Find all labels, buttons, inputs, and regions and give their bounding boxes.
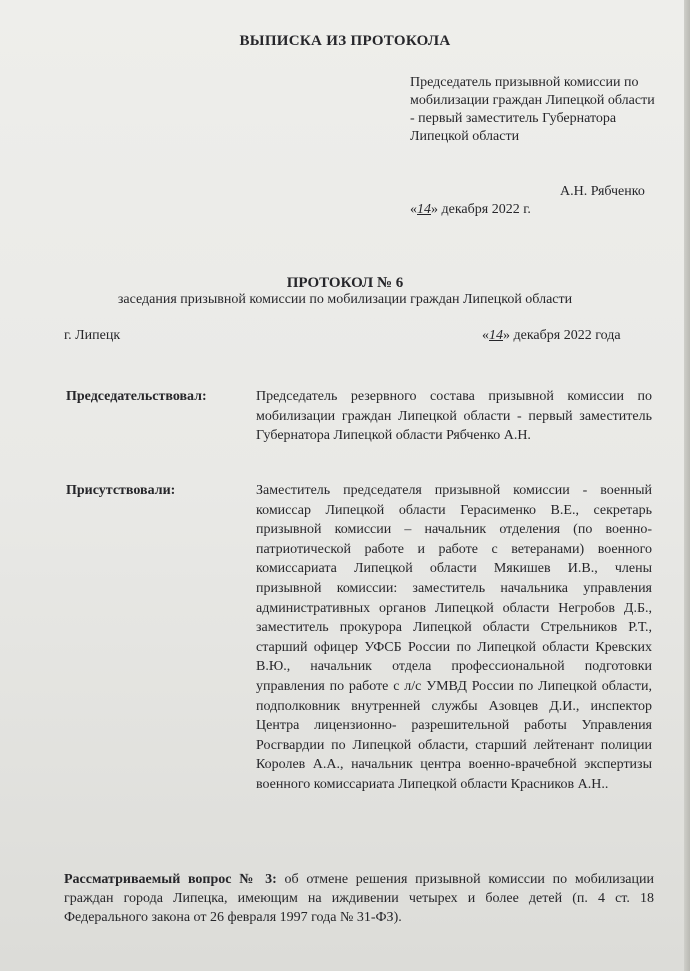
page-edge <box>684 0 690 971</box>
approval-date-open-quote: « <box>410 202 417 217</box>
approval-date-day: 14 <box>417 202 431 217</box>
document-title: ВЫПИСКА ИЗ ПРОТОКОЛА <box>239 33 451 49</box>
protocol-subtitle: заседания призывной комиссии по мобилизации граждан Липецкой области <box>117 292 573 307</box>
question-paragraph <box>64 870 654 927</box>
approval-date-rest: » декабря 2022 г. <box>431 202 531 217</box>
protocol-date-open-quote: « <box>482 328 489 343</box>
question-label: Рассматриваемый вопрос № 3: <box>64 872 277 887</box>
approval-position: Председатель призывной комиссии по мобилизации граждан Липецкой области - первый заместитель Губернатора Липецкой области <box>410 75 655 144</box>
protocol-city: г. Липецк <box>64 328 121 343</box>
question-text: об отмене решения призывной комиссии по мобилизации граждан города Липецка, имеющим на иждивении четырех и более детей (п. 4 ст. 18 Федерального закона от 26 февраля 1997 года № 31-ФЗ). <box>64 872 654 925</box>
approval-date <box>410 202 531 218</box>
present-text: Заместитель председателя призывной комиссии - военный комиссар Липецкой области Герасименко В.Е., секретарь призывной комиссии – начальник отделения (по военно-патриотической работе и работе с ветеранами) военного комиссариата Липецкой области Мякишев И.В., члены призывной комиссии: заместитель начальника управления административных органов Липецкой области Негробов Д.Б., заместитель прокурора Липецкой области Стрельников Р.Т., старший офицер УФСБ России по Липецкой области Кревских В.Ю., начальник отдела профессиональной подготовки управления по работе с л/с УМВД России по Липецкой области, подполковник внутренней службы Азовцев Д.И., инспектор Центра лицензионно- разрешительной работы Управления Росгвардии по Липецкой области, старший лейтенант полиции Королев А.А., начальник центра военно-врачебной экспертизы военного комиссариата Липецкой области Красников А.Н.. <box>256 483 652 792</box>
approval-signer: А.Н. Рябченко <box>560 184 645 199</box>
present-label: Присутствовали: <box>66 483 176 498</box>
protocol-title: ПРОТОКОЛ № 6 <box>286 275 404 291</box>
protocol-date-day: 14 <box>489 328 503 343</box>
protocol-date-rest: » декабря 2022 года <box>503 328 621 343</box>
chaired-text: Председатель резервного состава призывной комиссии по мобилизации граждан Липецкой области - первый заместитель Губернатора Липецкой области Рябченко А.Н. <box>256 389 652 444</box>
chaired-label: Председательствовал: <box>66 389 207 404</box>
protocol-date <box>482 328 621 344</box>
